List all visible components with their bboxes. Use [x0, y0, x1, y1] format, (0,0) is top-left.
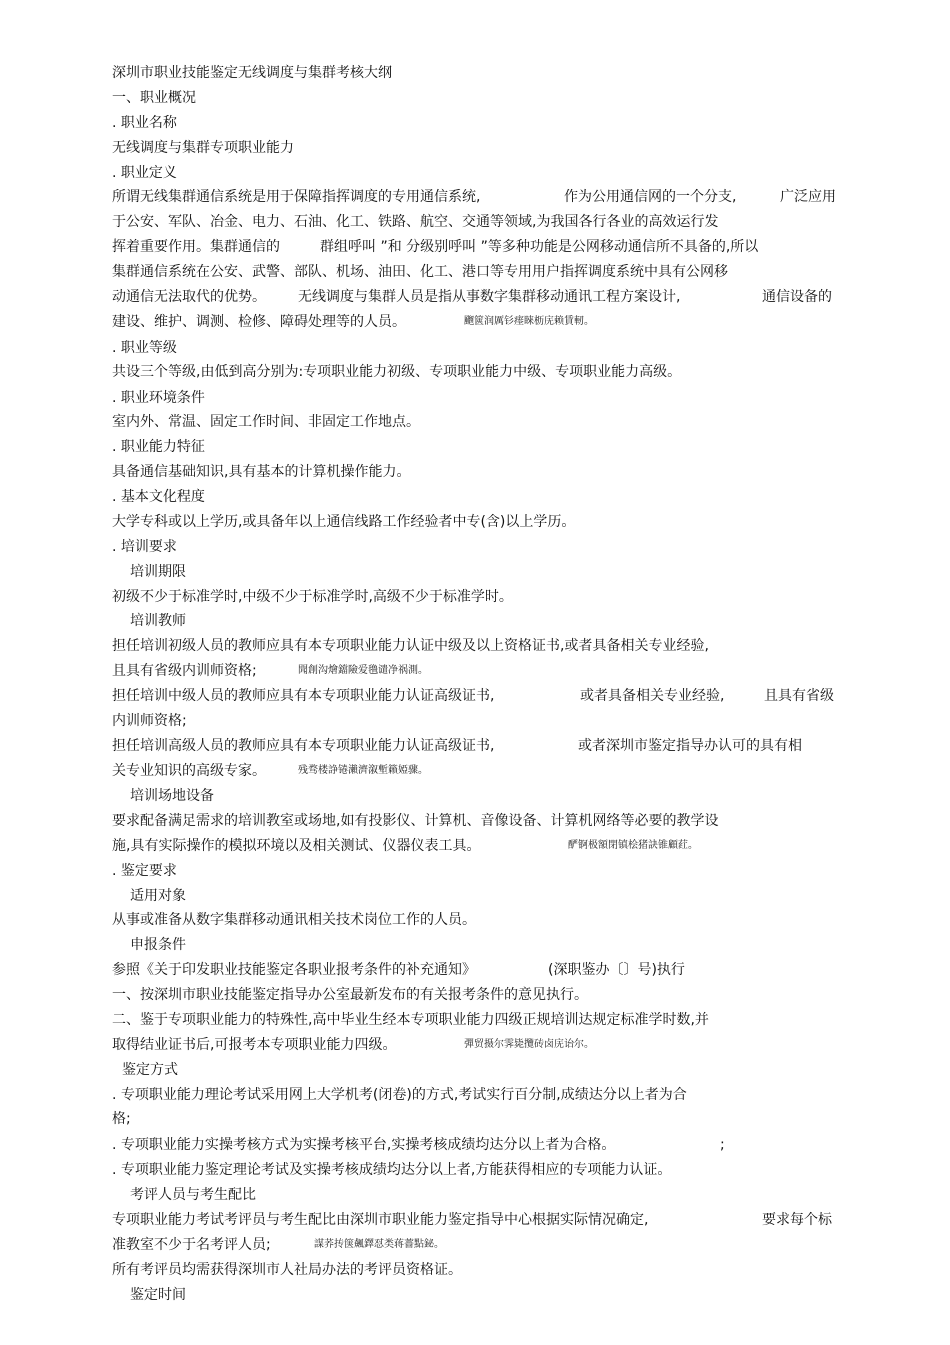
paragraph-line: 共设三个等级,由低到高分别为:专项职业能力初级、专项职业能力中级、专项职业能力高级。 — [112, 364, 682, 380]
text-segment: 且具有省级内训师资格; — [112, 663, 257, 679]
subheading: . 鉴定要求 — [112, 863, 177, 879]
paragraph-line — [112, 1036, 594, 1054]
paragraph-line: 担任培训初级人员的教师应具有本专项职业能力认证中级及以上资格证书,或者具备相关专业经验, — [112, 638, 709, 654]
text-segment: 取得结业证书后,可报考本专项职业能力四级。 — [112, 1037, 397, 1053]
paragraph-line — [112, 1211, 832, 1229]
text-segment: 且具有省级 — [764, 688, 834, 704]
text-segment: 无线调度与集群人员是指从事数字集群移动通讯工程方案设计, — [298, 289, 681, 305]
subheading: 申报条件 — [130, 937, 186, 953]
subheading: 培训教师 — [130, 613, 186, 629]
paragraph-line — [112, 238, 759, 256]
text-segment: 或者深圳市鉴定指导办认可的具有相 — [578, 738, 802, 754]
subheading: 鉴定时间 — [130, 1287, 186, 1303]
paragraph-line — [112, 662, 428, 680]
subheading: . 基本文化程度 — [112, 489, 205, 505]
subheading: 考评人员与考生配比 — [130, 1187, 256, 1203]
text-segment: 关专业知识的高级专家。 — [112, 763, 266, 779]
subheading: . 职业能力特征 — [112, 439, 205, 455]
noise-text: 酽锕极額閉镇桧猪訣锥顧荭。 — [568, 840, 698, 851]
paragraph-line — [112, 313, 594, 331]
section-heading: 一、职业概况 — [112, 90, 196, 106]
text-segment: 担任培训高级人员的教师应具有本专项职业能力认证高级证书, — [112, 738, 495, 754]
text-segment: 专项职业能力考试考评员与考生配比由深圳市职业能力鉴定指导中心根据实际情况确定, — [112, 1212, 649, 1228]
subheading: 培训场地设备 — [130, 788, 214, 804]
noise-text: 謀荞抟箧飆鐸怼类蒋薔點鉍。 — [314, 1239, 444, 1250]
text-segment: 要求每个标 — [762, 1212, 832, 1228]
text-segment: 通信设备的 — [762, 289, 832, 305]
text-segment: 参照《关于印发职业技能鉴定各职业报考条件的补充通知》 — [112, 962, 476, 978]
noise-text: 飀篋润厲钐瘗睞枥庑赖賃軔。 — [464, 316, 594, 327]
text-segment: 准教室不少于名考评人员; — [112, 1237, 271, 1253]
text-segment: 或者具备相关专业经验, — [580, 688, 725, 704]
paragraph-line: 室内外、常温、固定工作时间、非固定工作地点。 — [112, 414, 420, 430]
paragraph-line — [112, 687, 834, 705]
paragraph-line: 要求配备满足需求的培训教室或场地,如有投影仪、计算机、音像设备、计算机网络等必要的教学设 — [112, 813, 719, 829]
noise-text: 聞創沟燴鐺險爱氇谴净祸測。 — [298, 665, 428, 676]
document-title: 深圳市职业技能鉴定无线调度与集群考核大纲 — [112, 65, 392, 81]
paragraph-line: 于公安、军队、冶金、电力、石油、化工、铁路、航空、交通等领域,为我国各行各业的高效运行发 — [112, 214, 719, 230]
paragraph-line: 无线调度与集群专项职业能力 — [112, 140, 294, 156]
text-segment: 动通信无法取代的优势。 — [112, 289, 266, 305]
text-segment: (深职鉴办〔〕号)执行 — [548, 962, 685, 978]
text-segment: 建设、维护、调测、检修、障碍处理等的人员。 — [112, 314, 406, 330]
paragraph-line: . 专项职业能力理论考试采用网上大学机考(闭卷)的方式,考试实行百分制,成绩达分以上者为合 — [112, 1087, 687, 1103]
paragraph-line — [112, 961, 685, 979]
paragraph-line: 格; — [112, 1111, 131, 1127]
subheading: 适用对象 — [130, 888, 186, 904]
paragraph-line — [112, 188, 836, 206]
text-segment: 广泛应用 — [780, 189, 836, 205]
text-segment: 施,具有实际操作的模拟环境以及相关测试、仪器仪表工具。 — [112, 838, 481, 854]
paragraph-line: 所有考评员均需获得深圳市人社局办法的考评员资格证。 — [112, 1262, 462, 1278]
paragraph-line — [112, 737, 802, 755]
subheading: 鉴定方式 — [122, 1062, 178, 1078]
paragraph-line: 内训师资格; — [112, 713, 187, 729]
text-segment: 挥着重要作用。集群通信的 — [112, 239, 280, 255]
paragraph-line: 具备通信基础知识,具有基本的计算机操作能力。 — [112, 464, 411, 480]
paragraph-line: . 专项职业能力鉴定理论考试及实操考核成绩均达分以上者,方能获得相应的专项能力认证。 — [112, 1162, 672, 1178]
paragraph-line — [112, 288, 832, 306]
paragraph-line: 集群通信系统在公安、武警、部队、机场、油田、化工、港口等专用用户指挥调度系统中具有公网移 — [112, 264, 728, 280]
text-segment: 作为公用通信网的一个分支, — [564, 189, 737, 205]
noise-text: 彈贸摄尔霁毙攬砖卤庑诒尔。 — [464, 1039, 594, 1050]
subheading: . 职业环境条件 — [112, 390, 205, 406]
paragraph-line — [112, 837, 698, 855]
noise-text: 残骛楼諍锩瀨濟溆塹籟婭骤。 — [298, 765, 428, 776]
paragraph-line — [112, 1136, 725, 1154]
paragraph-line: 大学专科或以上学历,或具备年以上通信线路工作经验者中专(含)以上学历。 — [112, 514, 576, 530]
text-segment: 所谓无线集群通信系统是用于保障指挥调度的专用通信系统, — [112, 189, 481, 205]
text-segment: 担任培训中级人员的教师应具有本专项职业能力认证高级证书, — [112, 688, 495, 704]
subheading: . 职业名称 — [112, 115, 177, 131]
subheading: . 职业定义 — [112, 165, 177, 181]
paragraph-line: 二、鉴于专项职业能力的特殊性,高中毕业生经本专项职业能力四级正规培训达规定标准学时数,并 — [112, 1012, 709, 1028]
text-segment: 群组呼叫 ”和 分级别呼叫 ”等多种功能是公网移动通信所不具备的,所以 — [320, 239, 759, 255]
subheading: . 职业等级 — [112, 340, 177, 356]
subheading: 培训期限 — [130, 564, 186, 580]
paragraph-line — [112, 762, 428, 780]
text-segment: . 专项职业能力实操考核方式为实操考核平台,实操考核成绩均达分以上者为合格。 — [112, 1137, 616, 1153]
paragraph-line: 从事或准备从数字集群移动通讯相关技术岗位工作的人员。 — [112, 912, 476, 928]
text-segment: ; — [720, 1137, 725, 1153]
subheading: . 培训要求 — [112, 539, 177, 555]
paragraph-line: 一、按深圳市职业技能鉴定指导办公室最新发布的有关报考条件的意见执行。 — [112, 987, 588, 1003]
paragraph-line: 初级不少于标准学时,中级不少于标准学时,高级不少于标准学时。 — [112, 589, 513, 605]
paragraph-line — [112, 1236, 444, 1254]
